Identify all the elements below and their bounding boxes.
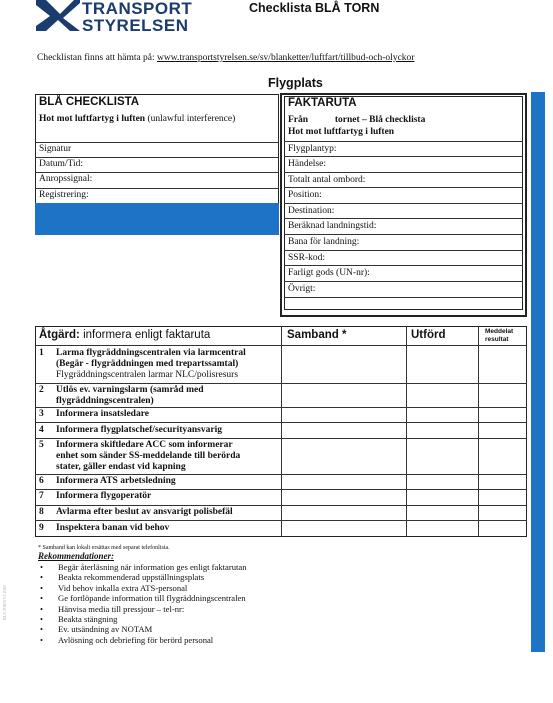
side-accent-bar [531, 92, 545, 652]
fakta-ovrigt[interactable]: Övrigt: [288, 284, 316, 294]
row-action-4: Informera flygplatschef/securityansvarig [56, 425, 222, 435]
list-item: • Avlösning och debriefing för berörd personal [38, 635, 247, 645]
section-title: Flygplats [268, 76, 323, 90]
download-link[interactable]: www.transportstyrelsen.se/sv/blanketter/luftfart/tillbud-och-olyckor [157, 53, 415, 63]
field-datum-tid[interactable]: Datum/Tid: [39, 159, 83, 169]
checklist-blue-band [35, 203, 279, 235]
row-number: 3 [39, 409, 44, 419]
faktaruta-sub2: Hot mot luftfartyg i luften [288, 127, 395, 137]
row-number: 4 [39, 425, 44, 435]
col-header-utford: Utförd [411, 329, 446, 341]
row-number: 8 [39, 507, 44, 517]
download-label: Checklistan finns att hämta på: [37, 53, 155, 63]
fakta-ssr-kod[interactable]: SSR-kod: [288, 253, 325, 263]
fakta-farligt-gods[interactable]: Farligt gods (UN-nr): [288, 268, 370, 278]
row-number: 5 [39, 440, 44, 450]
fakta-bana[interactable]: Bana för landning: [288, 237, 360, 247]
logo-text: TRANSPORT STYRELSEN [82, 0, 193, 35]
row-action-3: Informera insatsledare [56, 409, 149, 419]
checklist-title: BLÅ CHECKLISTA [39, 96, 140, 108]
row-action-9: Inspektera banan vid behov [56, 523, 170, 533]
recommendations-list [38, 562, 247, 645]
row-action-7: Informera flygoperatör [56, 491, 152, 501]
row-action-5: Informera skiftledare ACC som informerar enhet som sänder SS-meddelande till berörda stater, gäller endast vid kapning [56, 440, 241, 472]
list-item: • Begär återläsning när information ges enligt faktarutan [38, 562, 247, 572]
faktaruta-title: FAKTARUTA [288, 97, 357, 109]
col-header-meddelat: Meddelat resultat [485, 328, 514, 343]
list-item: • Vid behov inkalla extra ATS-personal [38, 583, 247, 593]
list-item: • Beakta rekommenderad uppställningsplats [38, 572, 247, 582]
samband-note: * Samband kan lokalt ersättas med separat telefonlista. [38, 545, 170, 551]
fakta-totalt-ombord[interactable]: Totalt antal ombord: [288, 175, 366, 185]
row-number: 1 [39, 348, 44, 358]
list-item: • Hänvisa media till pressjour – tel-nr: [38, 604, 247, 614]
row-action-8: Avlarma efter beslut av ansvarigt polisbefäl [56, 507, 233, 517]
list-item: • Ev. utsändning av NOTAM [38, 624, 247, 634]
field-signatur[interactable]: Signatur [39, 144, 72, 154]
side-note: BLÅ TORN V1 2016 [2, 585, 7, 620]
row-action-2: Utlös ev. varningslarm (samråd med flygräddningscentralen) [56, 385, 204, 406]
checklist-subtitle: Hot mot luftfartyg i luften (unlawful interference) [39, 114, 236, 124]
fakta-landningstid[interactable]: Beräknad landningstid: [288, 221, 377, 231]
field-registrering[interactable]: Registrering: [39, 190, 89, 200]
faktaruta-sub1: Från tornet – Blå checklista [288, 115, 426, 125]
row-number: 7 [39, 491, 44, 501]
document-title: Checklista BLÅ TORN [249, 1, 380, 15]
fakta-position[interactable]: Position: [288, 190, 322, 200]
row-number: 9 [39, 523, 44, 533]
download-info [37, 53, 414, 63]
fakta-handelse[interactable]: Händelse: [288, 159, 326, 169]
fakta-flygplantyp[interactable]: Flygplantyp: [288, 144, 337, 154]
fakta-destination[interactable]: Destination: [288, 206, 335, 216]
list-item: • Beakta stängning [38, 614, 247, 624]
field-anropssignal[interactable]: Anropssignal: [39, 174, 93, 184]
col-header-atgard: Åtgärd: informera enligt faktaruta [39, 329, 211, 341]
row-number: 6 [39, 476, 44, 486]
col-header-samband: Samband * [287, 329, 347, 341]
list-item: • Ge fortlöpande information till flygräddningscentralen [38, 593, 247, 603]
row-action-6: Informera ATS arbetsledning [56, 476, 176, 486]
row-action-1: Larma flygräddningscentralen via larmcentral (Begär - flygräddningen med trepartssamtal) Flygräddningscentralen larmar NLC/polisresurs [56, 348, 246, 380]
row-number: 2 [39, 385, 44, 395]
recommendations-title: Rekommendationer: [38, 551, 114, 561]
